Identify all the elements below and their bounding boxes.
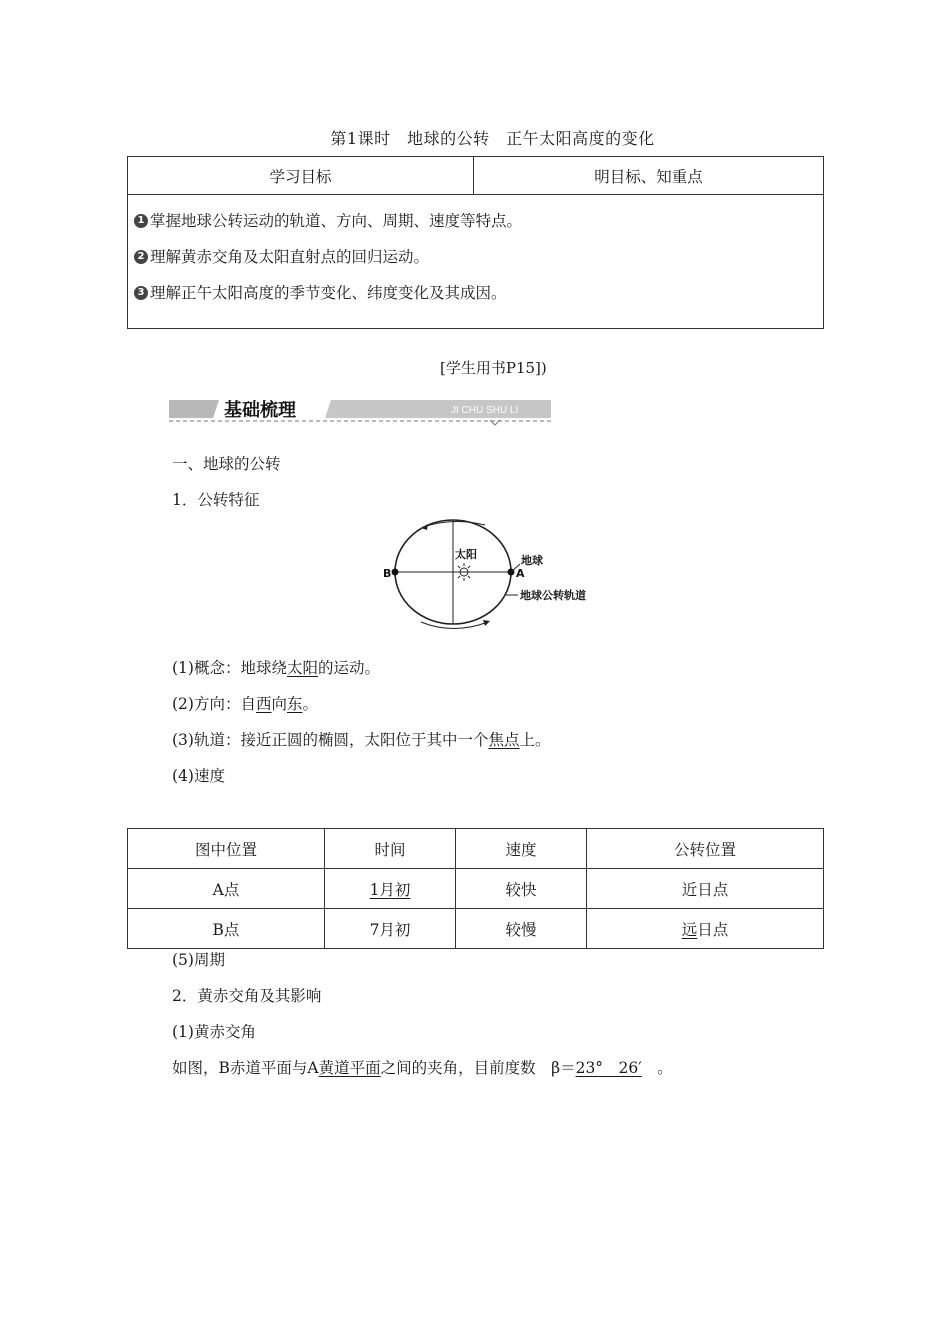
banner-left-block <box>169 400 219 418</box>
objectives-list <box>128 195 824 329</box>
subsection-heading: (1)黄赤交角 <box>172 1023 256 1041</box>
orbit-suffix: 上。 <box>519 731 551 749</box>
banner-title: 基础梳理 <box>224 400 296 421</box>
number-3-icon: 3 <box>134 286 148 300</box>
orbit-line <box>172 728 551 750</box>
book-reference: [学生用书P15]) <box>440 359 547 377</box>
earth-label: 地球 <box>521 554 543 567</box>
direction-answer-east: 东 <box>287 695 303 713</box>
table-cell <box>325 869 456 909</box>
concept-answer: 太阳 <box>286 659 318 677</box>
concept-suffix: 的运动。 <box>317 659 380 677</box>
objective-text: 理解正午太阳高度的季节变化、纬度变化及其成因。 <box>150 284 507 302</box>
subsection-heading: 2．黄赤交角及其影响 <box>172 987 322 1005</box>
table-cell <box>587 909 824 949</box>
speed-table <box>127 828 824 949</box>
concept-prefix: (1)概念：地球绕 <box>172 659 287 677</box>
obliquity-text: 。 <box>641 1059 673 1077</box>
arrow-head-icon <box>483 620 490 626</box>
direction-suffix: 。 <box>302 695 319 713</box>
orbit-diagram <box>378 518 608 638</box>
point-a-label: A <box>516 567 525 580</box>
location-rest: 日点 <box>697 920 729 939</box>
table-header: 时间 <box>325 829 456 869</box>
table-header: 速度 <box>456 829 587 869</box>
location-rest: 近日点 <box>681 880 729 899</box>
objective-text: 理解黄赤交角及太阳直射点的回归运动。 <box>150 248 430 266</box>
objectives-table <box>127 156 824 329</box>
number-1-icon: 1 <box>134 214 148 228</box>
objective-item <box>134 275 817 311</box>
table-cell: 较慢 <box>456 909 587 949</box>
subsection-heading: 1．公转特征 <box>172 491 260 509</box>
page-title: 第1课时 地球的公转 正午太阳高度的变化 <box>330 129 655 148</box>
objective-text: 掌握地球公转运动的轨道、方向、周期、速度等特点。 <box>150 212 523 230</box>
location-answer: 远 <box>681 920 698 939</box>
time-answer: 1月初 <box>369 880 411 899</box>
objective-item <box>134 203 817 239</box>
section-banner <box>169 396 551 426</box>
direction-answer-west: 西 <box>255 695 272 713</box>
table-row <box>128 869 824 909</box>
table-header-row <box>128 829 824 869</box>
sun-label: 太阳 <box>455 548 477 561</box>
banner-subtitle: JI CHU SHU LI <box>451 405 519 416</box>
obliquity-text: 之间的夹角，目前度数 β＝ <box>380 1059 576 1077</box>
table-cell: B点 <box>128 909 325 949</box>
direction-line <box>172 692 318 714</box>
point-b-dot <box>392 569 399 576</box>
table-cell: 7月初 <box>325 909 456 949</box>
obliquity-line <box>172 1056 673 1078</box>
direction-prefix: (2)方向：自 <box>172 695 256 713</box>
obliquity-text: 如图，B赤道平面与A <box>172 1059 319 1077</box>
orbit-label: 地球公转轨道 <box>520 589 586 602</box>
orbit-answer: 焦点 <box>488 731 520 749</box>
objective-item <box>134 239 817 275</box>
speed-label: (4)速度 <box>172 767 225 785</box>
section-heading: 一、地球的公转 <box>172 455 281 473</box>
table-header: 公转位置 <box>587 829 824 869</box>
period-label: (5)周期 <box>172 951 225 969</box>
obliquity-degree-answer: 23° 26′ <box>575 1059 642 1077</box>
table-row <box>128 909 824 949</box>
objectives-header-right: 明目标、知重点 <box>474 157 824 195</box>
concept-line <box>172 656 380 678</box>
orbit-prefix: (3)轨道：接近正圆的椭圆，太阳位于其中一个 <box>172 731 489 749</box>
obliquity-answer: 黄道平面 <box>318 1059 381 1077</box>
objectives-header-left: 学习目标 <box>128 157 474 195</box>
bottom-arc-arrow <box>421 622 488 629</box>
table-cell: 较快 <box>456 869 587 909</box>
table-header: 图中位置 <box>128 829 325 869</box>
number-2-icon: 2 <box>134 250 148 264</box>
point-b-label: B <box>383 567 392 580</box>
table-cell <box>587 869 824 909</box>
table-cell: A点 <box>128 869 325 909</box>
direction-mid: 向 <box>271 695 287 713</box>
